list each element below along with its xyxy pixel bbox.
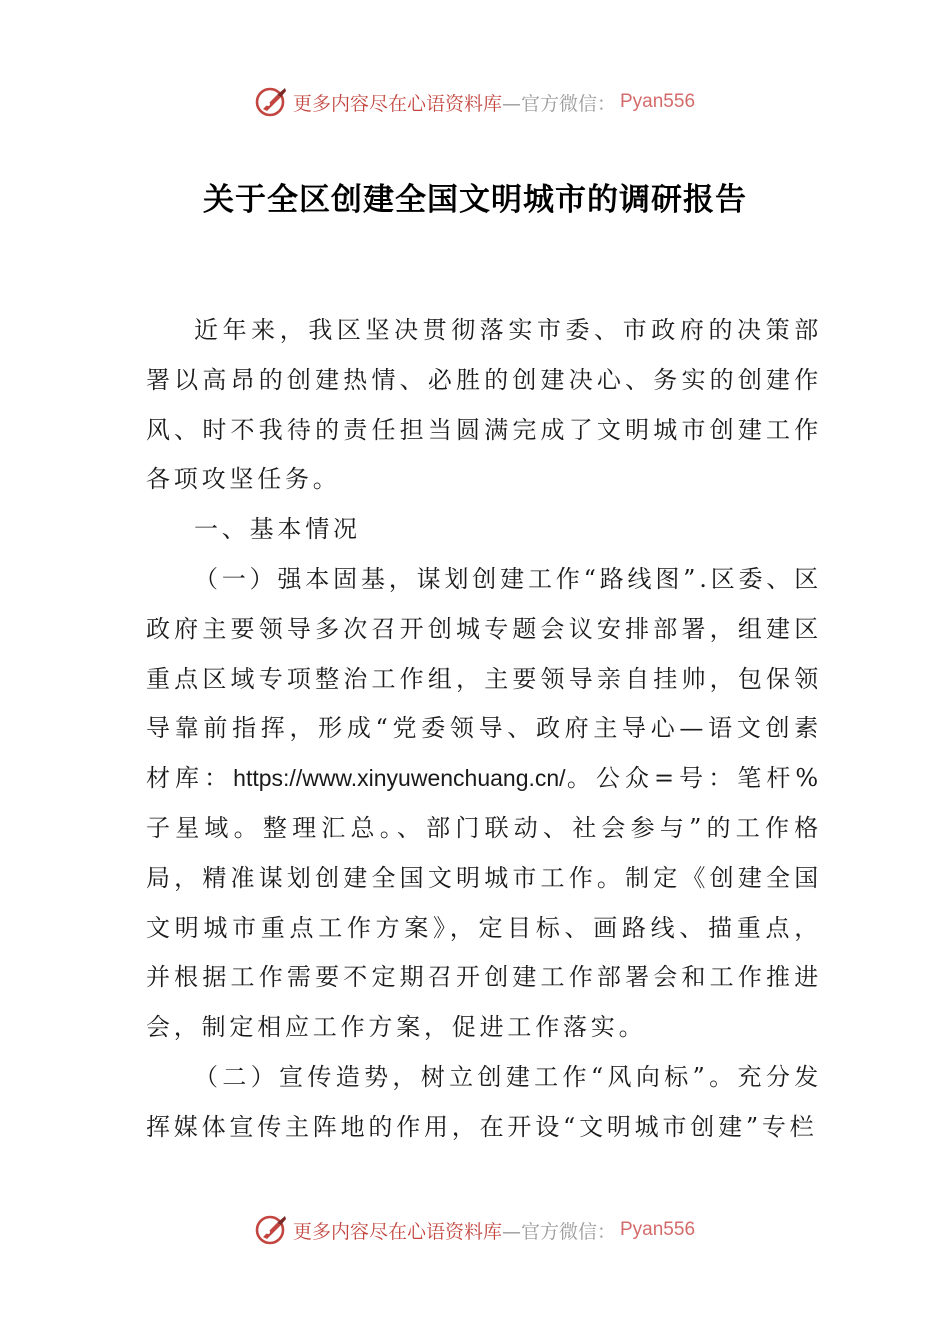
watermark-wechat-id: Pyan556 (620, 1219, 696, 1240)
source-url-text: https://www.xinyuwenchuang.cn/ (233, 765, 566, 792)
document-body (146, 306, 822, 1153)
watermark-red-text: 更多内容尽在心语资料库 (292, 1220, 502, 1243)
paragraph-section-1 (146, 555, 822, 1053)
pen-logo-icon (255, 1213, 289, 1247)
pen-logo-icon (255, 85, 289, 119)
document-title: 关于全区创建全国文明城市的调研报告 (203, 182, 747, 218)
footer-watermark (0, 1210, 950, 1250)
section-heading-basic: 一、基本情况 (194, 515, 361, 544)
paragraph-section-2: （二）宣传造势，树立创建工作“风向标”。充分发挥媒体宣传主阵地的作用，在开设“文明城市创建”专栏 (146, 1062, 822, 1141)
paragraph-intro: 近年来，我区坚决贯彻落实市委、市政府的决策部署以高昂的创建热情、必胜的创建决心、务实的创建作风、时不我待的责任担当圆满完成了文明城市创建工作各项攻坚任务。 (146, 316, 822, 494)
watermark-red-text: 更多内容尽在心语资料库 (292, 92, 502, 115)
watermark-wechat-id: Pyan556 (620, 91, 696, 112)
watermark-gray-text: —官方微信： (501, 1220, 616, 1243)
watermark-gray-text: —官方微信： (501, 92, 616, 115)
paragraph-section-1-text-a: （一）强本固基，谋划创建工作“路线图”.区委、区政府主要领导多次召开创城专题会议安排部署，组建区重点区域专项整治工作组，主要领导亲自挂帅，包保领导靠前指挥，形成“党委领导、政府主导心—语文创素材库： (146, 564, 822, 793)
paragraph-section-1-text-b: 。公众=号：笔杆%子星域。整理汇总。、部门联动、社会参与”的工作格局，精准谋划创建全国文明城市工作。制定《创建全国文明城市重点工作方案》，定目标、画路线、描重点，并根据工作需要不定期召开创建工作部署会和工作推进会，制定相应工作方案，促进工作落实。 (146, 764, 822, 1042)
header-watermark (0, 82, 950, 122)
